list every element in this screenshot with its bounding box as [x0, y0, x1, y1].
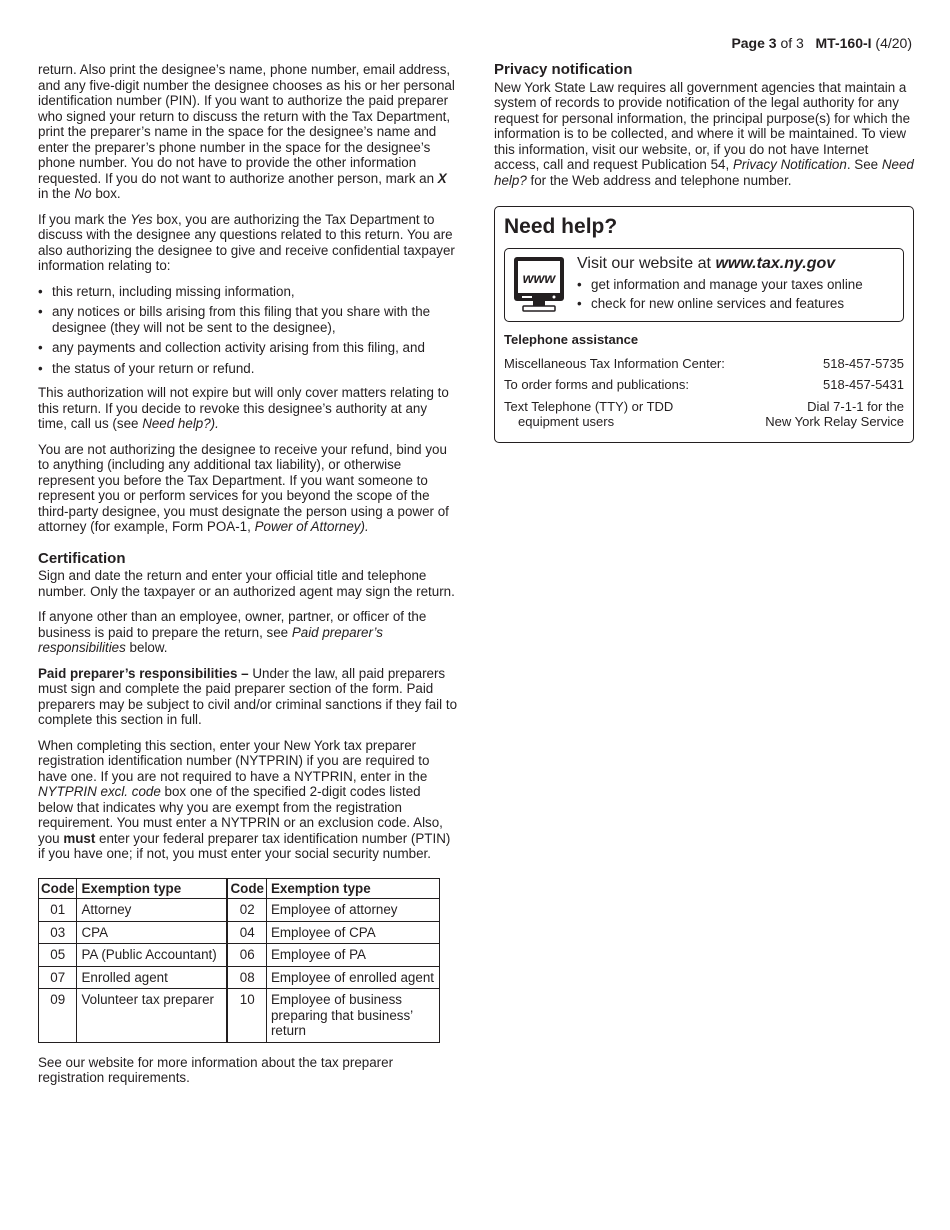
privacy-heading: Privacy notification: [494, 61, 633, 78]
exemption-cell: CPA: [77, 921, 228, 944]
code-cell: 05: [39, 944, 77, 967]
svg-text:www: www: [522, 270, 556, 286]
exemption-cell: Volunteer tax preparer: [77, 989, 228, 1043]
need-help-heading: Need help?: [504, 215, 618, 238]
table-row: [39, 966, 440, 989]
code-cell: 03: [39, 921, 77, 944]
exemption-cell: Attorney: [77, 899, 228, 922]
column-header: Exemption type: [77, 878, 228, 899]
code-cell: 08: [227, 966, 266, 989]
column-header: Code: [39, 878, 77, 899]
right-column: [494, 62, 914, 443]
table-row: [39, 989, 440, 1043]
designee-paragraph: return. Also print the designee’s name, phone number, email address, and any five-digit number the designee chooses as his or her personal identification number (PIN). If you want to authorize the paid preparer who signed your return to discuss the return with the Tax Department, print the preparer’s name in the space for the designee’s name and enter the preparer’s phone number in the space for the designee’s phone number. You do not have to provide the other information requested. If you do not want to authorize another person, mark an X in the No box.: [38, 62, 455, 201]
paid-preparer-reference-paragraph: If anyone other than an employee, owner, partner, or officer of the business is paid to prepare the return, see Paid preparer’s responsibilities below.: [38, 609, 427, 655]
website-info-paragraph: See our website for more information about the tax preparer registration requirements.: [38, 1054, 394, 1085]
code-cell: 01: [39, 899, 77, 922]
telephone-number: 518-457-5735: [823, 355, 904, 371]
list-item: • this return, including missing information,: [38, 284, 458, 300]
list-item: • get information and manage your taxes online: [577, 277, 897, 293]
code-cell: 04: [227, 921, 266, 944]
code-cell: 07: [39, 966, 77, 989]
nytprin-paragraph: When completing this section, enter your New York tax preparer registration identification number (NYTPRIN) if you are required to have one. If you are not required to have a NYTPRIN, enter in the NYTPRIN excl. code box one of the specified 2-digit codes listed below that indicates why you are exempt from the registration requirement. You must enter a NYTPRIN or an exclusion code. Also, you must enter your federal preparer tax identification number (PTIN) if you have one; if not, you must enter your social security number.: [38, 737, 451, 861]
exemption-cell: Employee of PA: [266, 944, 439, 967]
website-features-list: [577, 277, 897, 311]
need-help-box: [494, 206, 914, 443]
certification-paragraph: Sign and date the return and enter your official title and telephone number. Only the taxpayer or an authorized agent may sign the return.: [38, 568, 455, 599]
authorization-paragraph: If you mark the Yes box, you are authorizing the Tax Department to discuss with the designee any questions related to this return. You are also authorizing the designee to give and receive confidential taxpayer information relating to:: [38, 211, 455, 273]
table-row: [39, 944, 440, 967]
website-link[interactable]: www.tax.ny.gov: [715, 255, 836, 272]
column-header: Exemption type: [266, 878, 439, 899]
table-row: [39, 921, 440, 944]
certification-section: [38, 551, 458, 862]
exemption-cell: Employee of enrolled agent: [266, 966, 439, 989]
telephone-row: [504, 356, 904, 372]
code-cell: 06: [227, 944, 266, 967]
form-id: MT-160-I: [815, 35, 872, 51]
website-visit: Visit our website at www.tax.ny.gov: [577, 255, 836, 272]
telephone-label: To order forms and publications:: [504, 377, 689, 392]
table-header-row: [39, 878, 440, 899]
page-total: of 3: [780, 35, 804, 51]
telephone-label: Text Telephone (TTY) or TDD equipment users: [504, 398, 674, 429]
authorization-list: [38, 284, 458, 377]
list-item: • the status of your return or refund.: [38, 361, 458, 377]
exemption-cell: Employee of business preparing that business’ return: [266, 989, 439, 1043]
table-row: [39, 899, 440, 922]
column-header: Code: [227, 878, 266, 899]
code-cell: 10: [227, 989, 266, 1043]
exemption-cell: PA (Public Accountant): [77, 944, 228, 967]
form-date: (4/20): [875, 35, 912, 51]
telephone-row-tty: [504, 399, 904, 430]
website-box: [504, 248, 904, 322]
page-header: [731, 35, 912, 51]
code-cell: 09: [39, 989, 77, 1043]
telephone-number: Dial 7-1-1 for the New York Relay Service: [765, 398, 904, 429]
list-item: • any payments and collection activity arising from this filing, and: [38, 340, 458, 356]
website-text: [577, 254, 897, 314]
exemption-cell: Enrolled agent: [77, 966, 228, 989]
computer-www-icon: [513, 256, 565, 312]
revoke-paragraph: This authorization will not expire but will only cover matters relating to this return. If you decide to revoke this designee’s authority at any time, call us (see Need help?).: [38, 385, 449, 431]
telephone-heading: Telephone assistance: [504, 332, 639, 347]
telephone-row: [504, 377, 904, 393]
list-item: • check for new online services and features: [577, 296, 897, 312]
list-item: • any notices or bills arising from this filing that you share with the designee (they will not be sent to the designee),: [38, 304, 458, 335]
paid-preparer-paragraph: Paid preparer’s responsibilities – Under the law, all paid preparers must sign and complete the paid preparer section of the form. Paid preparers may be subject to civil and/or criminal sanctions if they fail to complete this section in full.: [38, 665, 458, 727]
telephone-label: Miscellaneous Tax Information Center:: [504, 355, 725, 371]
exemption-codes-table: [38, 878, 440, 1043]
left-column: [38, 62, 458, 1096]
not-authorizing-paragraph: You are not authorizing the designee to receive your refund, bind you to anything (including any additional tax liability), or otherwise represent you before the Tax Department. If you want someone to represent you or perform services for you beyond the scope of the third-party designee, you must designate the person using a power of attorney (for example, Form POA-1, Power of Attorney).: [38, 441, 449, 534]
telephone-number: 518-457-5431: [823, 377, 904, 392]
exemption-cell: Employee of CPA: [266, 921, 439, 944]
page-number: 3: [768, 35, 777, 51]
privacy-paragraph: New York State Law requires all government agencies that maintain a system of records to provide notification of the legal authority for any request for personal information, the principal purpose(s) for which the information is to be collected, and where it will be maintained. To view this information, visit our website, or, if you do not have Internet access, call and request Publication 54, Privacy Notification. See Need help? for the Web address and telephone number.: [494, 79, 914, 188]
exemption-cell: Employee of attorney: [266, 899, 439, 922]
code-cell: 02: [227, 899, 266, 922]
certification-heading: Certification: [38, 549, 126, 567]
page-word: Page: [731, 35, 765, 51]
